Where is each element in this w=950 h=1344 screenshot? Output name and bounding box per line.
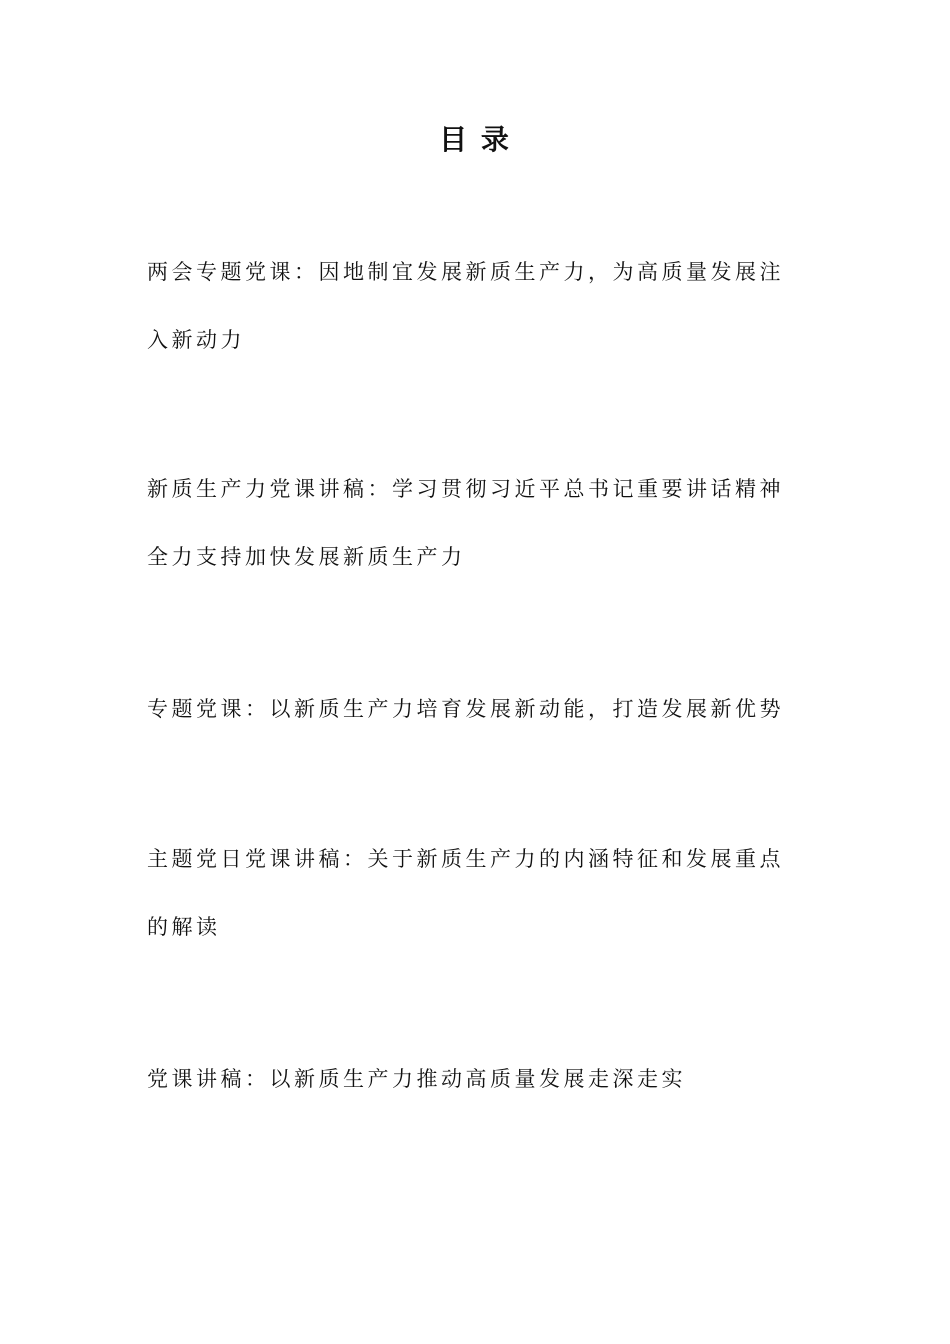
toc-entry-line: 的解读 xyxy=(147,915,221,939)
toc-entry-line: 主题党日党课讲稿：关于新质生产力的内涵特征和发展重点 xyxy=(147,847,784,871)
toc-entry xyxy=(147,455,807,591)
toc-entry-line: 两会专题党课：因地制宜发展新质生产力，为高质量发展注 xyxy=(147,260,784,284)
toc-entry xyxy=(147,825,807,961)
toc-entry-line: 专题党课：以新质生产力培育发展新动能，打造发展新优势 xyxy=(147,697,784,721)
toc-entry-line: 党课讲稿：以新质生产力推动高质量发展走深走实 xyxy=(147,1067,686,1091)
toc-entry xyxy=(147,238,807,374)
toc-entry-line: 全力支持加快发展新质生产力 xyxy=(147,545,466,569)
toc-entry xyxy=(147,675,807,743)
toc-entry xyxy=(147,1045,807,1113)
page-title: 目 录 xyxy=(439,123,511,156)
toc-entry-line: 新质生产力党课讲稿：学习贯彻习近平总书记重要讲话精神 xyxy=(147,477,784,501)
toc-entry-line: 入新动力 xyxy=(147,328,245,352)
